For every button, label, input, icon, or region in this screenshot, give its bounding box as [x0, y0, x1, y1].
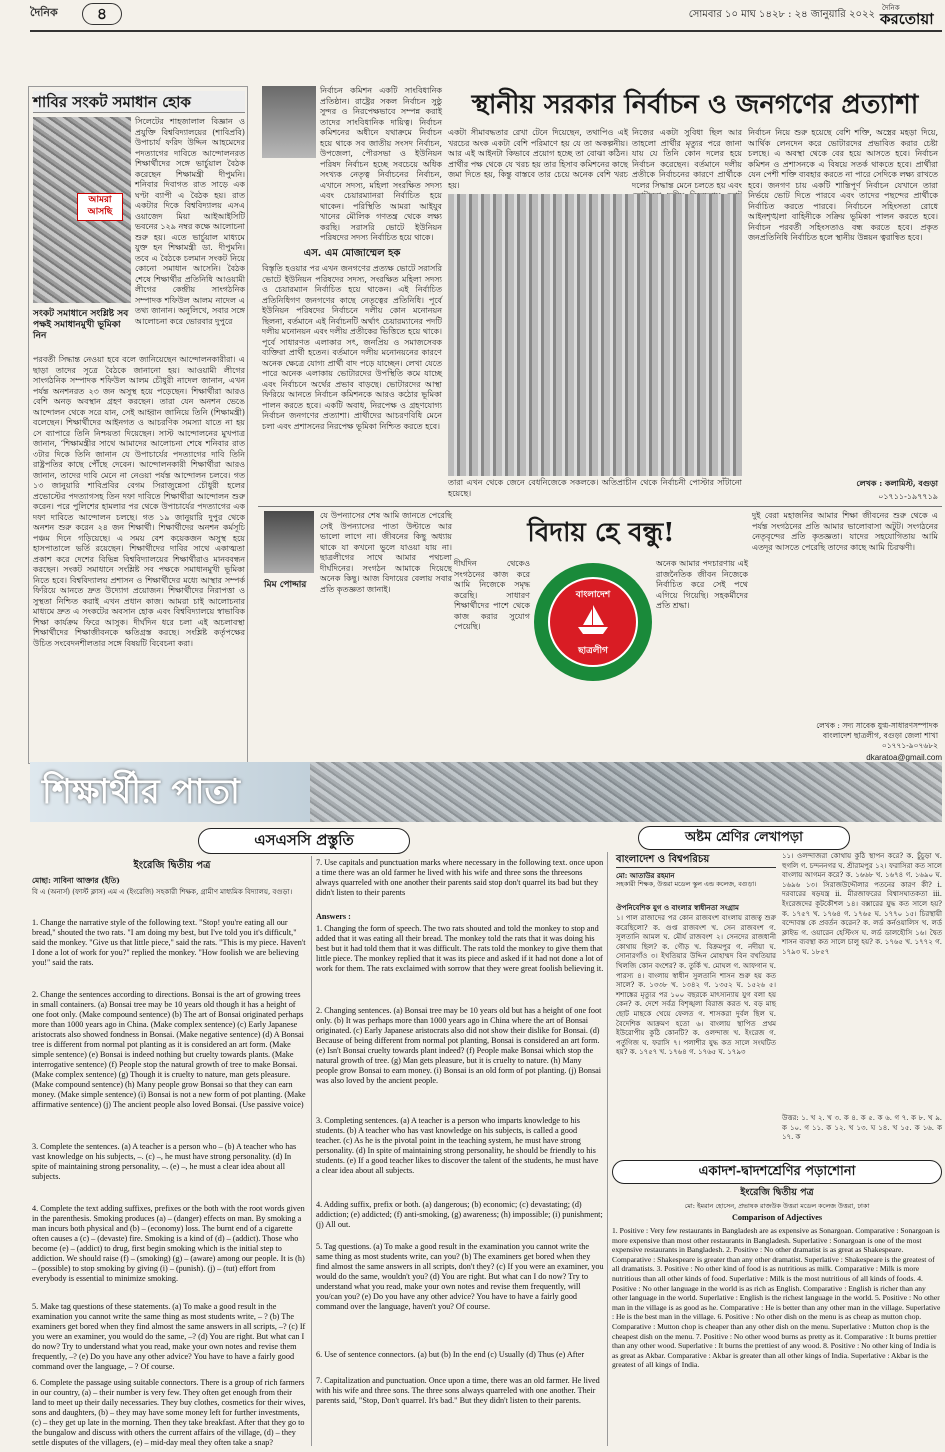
author-photo-mozammel	[262, 86, 316, 158]
paper-name-small: দৈনিক	[882, 4, 900, 12]
local-govt-headline: স্থানীয় সরকার নির্বাচন ও জনগণের প্রত্যাশা	[471, 90, 919, 120]
farewell-col3: অনেক আমার পদচারণায় এই রাজনৈতিক জীবন নিজেকে নির্বাচিত করে সেই পথে এগিয়ে গিয়েছি। সহকর্মীদের প্রতি শ্রদ্ধা।	[656, 559, 748, 610]
hsc-teacher: মো: ইমরান হোসেন, প্রভাষক রাজউক উত্তরা মডেল কলেজ উত্তরা, ঢাকা	[684, 1202, 870, 1210]
hsc-title: একাদশ-দ্বাদশশ্রেণির পড়াশোনা	[612, 1160, 942, 1184]
answer-4: 4. Adding suffix, prefix or both. (a) dangerous; (b) economic; (c) devastating; (d) addiction; (e) addicted; (f) anti-smoking, (g) awareness; (h) impossible; (i) punishment; (j) All out.	[316, 1200, 603, 1229]
paper-name: করতোয়া	[880, 10, 934, 28]
local-govt-intro: নির্বাচন কমিশন একটি সাংবিধানিক প্রতিষ্ঠান। রাষ্ট্রের সকল নির্বাচন সুষ্ঠু সুন্দর ও নিরপেক্ষভাবে সম্পন্ন করাই তাদের সাংবিধানিক দায়িত্ব। নির্বাচন কমিশনের অধীনে যথাক্রমে নির্বাচন হয়ে থাকে সব জাতীয় সংসদ নির্বাচন, উপজেলা, পৌরসভা ও ইউনিয়ন পরিষদ নির্বাচন হচ্ছে সবচেয়ে অধিক সংখ্যক নেতৃত্ব নির্বাচনের নির্বাচন, এখানে সদস্য, মহিলা সংরক্ষিত সদস্য এবং চেয়ারম্যানরা নির্বাচিত হয়ে থাকেন। পরিস্থিতি আমরা আইযুব খানের মৌলিক গণতন্ত্র থেকে লক্ষ্য করছি। সরাসরি ভোটে ইউনিয়ন পরিষদের সদস্য নির্বাচিত হয়ে থাকে।	[320, 86, 442, 242]
local-govt-col5: নির্বাচন নিয়ে শুরু হয়েছে বেশি শক্তি, অস্ত্রের মহড়া দিয়ে, আর্থিক লেনদেন করে ভোটারদের প্রভাবিত করার চেষ্টা চলছে। এ অবস্থা থেকে বের হয়ে আসতে হবে। নির্বাচন কমিশন ও প্রশাসনকে এ বিষয়ে সতর্ক থাকতে হবে। প্রার্থীরা যেন পেশী শক্তি ব্যবহার করতে না পারে সেদিকে লক্ষ্য রাখতে হবে। জনগণ চায় একটি শান্তিপূর্ণ নির্বাচন যেখানে তারা নির্ভয়ে ভোট দিতে পারবে এবং তাদের পছন্দের প্রার্থীকে নির্বাচিত করতে পারবে। নির্বাচনে সহিংসতা রোধে আইনশৃঙ্খলা বাহিনীকে সক্রিয় ভূমিকা পালন করতে হবে। নির্বাচন পরবর্তী সহিংসতাও বন্ধ করতে হবে। প্রকৃত জনপ্রতিনিধি নির্বাচিত হলে স্থানীয় উন্নয়ন ত্বরান্বিত হবে।	[748, 128, 938, 242]
page-number-badge: ৪	[82, 3, 122, 25]
answers-title: Answers :	[316, 912, 351, 921]
question-6: 6. Complete the passage using suitable connectors. There is a group of rich farmers in our country, (a) – their number is very few. They often get enough from their land to meet up their daily necessaries. They buy clothes, cosmetics for their wives, sons and daughters, (b) – they may have some money left for further investments, (c) – they get up late in the morning. Then they take breakfast. After that they go to the bungalow and discuss with others the current affairs of the village, (d) – they settle disputes of the villagers, (e) – mid-day meal they often take a snap?	[32, 1378, 306, 1447]
teacher-name: মোছা: সাবিনা আক্তার (ইতি)	[32, 876, 120, 885]
farewell-byline: মিম পোদ্দার	[264, 580, 307, 590]
farewell-col1: যে উপন্যাসের শেষ আমি জানতে পেরেছি সেই উপন্যাসের পাতা উল্টাতে আর ভালো লাগে না। জীবনের কিছু অধ্যায় থাকে যা কখনো ভুলে যাওয়া যায় না। ছাত্রলীগের সাথে আমার পথচলা দীর্ঘদিনের। সংগঠন আমাকে দিয়েছে অনেক কিছু। আজ বিদায়ের বেলায় সবার প্রতি কৃতজ্ঞতা জানাই।	[320, 511, 452, 594]
answer-3: 3. Completing sentences. (a) A teacher is a person who imparts knowledge to his students. (b) A teacher who has vast knowledge on his subjects, is called a good teacher. (c) As he is the pivotal point in the teaching system, he must have strong personality. (d) In spite of maintaining strong personality, he should be friendly to his students. (e) If a good teacher likes to discover the talent of the students, he must have a clear idea about all subjects.	[316, 1116, 599, 1175]
question-3: 3. Complete the sentences. (a) A teacher is a person who – (b) A teacher who has vast knowledge on his subjects, –. (c) –, he must have strong personality. (d) In spite of maintaining strong personality, –. (e) –, he must a clear idea about all subjects.	[32, 1142, 297, 1181]
comparison-title: Comparison of Adjectives	[731, 1213, 823, 1222]
protest-banner: আমরা আসছি	[77, 193, 123, 221]
shabi-headline: শাবির সংকট সমাধান হোক	[33, 91, 245, 113]
contact-email[interactable]: dkaratoa@gmail.com	[866, 753, 942, 762]
question-5: 5. Make tag questions of these statements. (a) To make a good result in the examination you cannot write the same thing as most students write, – ? (b) The examiners get bored when they find almost the same answers in all scripts, –? (c) If you were an examiner, you would do the same, –? (d) You are right. But what can I do now? Try to understand what you read, make your own notes and revise them frequently, –? (e) Do you have any other advice? You have to have a fairly good command over the language, – ? Of course.	[32, 1302, 306, 1371]
bd-topic: ঔপনিবেশিক যুগ ও বাংলার স্বাধীনতা সংগ্রাম	[616, 903, 739, 912]
chhatraleague-logo	[534, 563, 652, 681]
answer-7: 7. Capitalization and punctuation. Once upon a time, there was an old farmer. He lived with his wife and three sons. The three sons always quarreled with one another. Their parents said, "Stop, Don't quarrel. It's bad." But they didn't listen to their parents.	[316, 1376, 600, 1405]
bd-answers: উত্তর: ১. খ ২. খ ৩. ক ৪. ক ৫. ক ৬. গ ৭. ক ৮. খ ৯. ক ১০. গ ১১. ক ১২. খ ১৩. ঘ ১৪. খ ১৫. ক ১৬. ক ১৭. ক	[782, 1114, 942, 1142]
local-govt-col4: নিজের একটা সুবিধা ছিল আর তাহলো প্রার্থীর মৃত্যুর পরে জানা যায় যে তিনি কোন দলের হয়ে নির্বাচন করেছেন। বর্তমানে দলীয় প্রতীকে নির্বাচনের কারণে প্রার্থীকে দলের সিদ্ধান্ত মেনে চলতে হয় এবং	[632, 128, 742, 190]
bd-header: বাংলাদেশ ও বিশ্বপরিচয়	[616, 852, 776, 868]
local-govt-byline: এস. এম মোজাম্মেল হক	[303, 248, 401, 259]
class8-title: অষ্টম শ্রেণির লেখাপড়া	[638, 826, 850, 850]
logo-text-bottom: ছাত্রলীগ	[578, 646, 608, 656]
student-section-banner	[30, 762, 942, 822]
article-local-govt	[258, 86, 942, 504]
farewell-author-note: লেখক : সদ্য সাবেক যুগ্ম-সাধারণসম্পাদক	[816, 721, 938, 730]
banner-students-photo	[310, 762, 942, 822]
farewell-headline: বিদায় হে বন্ধু!	[527, 518, 675, 548]
article-farewell	[258, 506, 942, 764]
article-shabi	[28, 86, 248, 764]
local-govt-phone: ০১৭১১-১৯৭৭১৯	[878, 492, 938, 501]
hsc-subheader: ইংরেজি দ্বিতীয় পত্র	[740, 1187, 814, 1198]
boat-icon	[574, 603, 612, 637]
english-answers-column	[316, 858, 604, 1446]
farewell-author-org: বাংলাদেশ ছাত্রলীগ, বগুড়া জেলা শাখা	[822, 731, 938, 740]
bd-teacher-info: সহকারী শিক্ষক, উত্তরা মডেল স্কুল এন্ড কলেজ, বগুড়া।	[616, 880, 757, 888]
shabi-callout: সংকট সমাধানে সংশ্লিষ্ট সব পক্ষই সমাধানমুখী ভূমিকা নিন	[33, 309, 129, 341]
bd-world-section	[612, 852, 942, 1154]
question-7: 7. Use capitals and punctuation marks where necessary in the following text. once upon a time there was an old farmer he lived with his wife and three sons the threesons always quarreled with one another their parents said stop don't quarrel its bad but they didn't listen to their parents	[316, 858, 604, 897]
bd-questions-right: ১১। ওলন্দাজরা কোথায় কুঠি স্থাপন করে? ক. চুঁচুড়া খ. হুগলি গ. চন্দননগর ঘ. শ্রীরামপুর ১২। ফরাসিরা কত সালে বাংলায় আগমন করে? ক. ১৬৬৮ খ. ১৬৭৪ গ. ১৬৯০ ঘ. ১৬৯৬ ১৩। সিরাজউদ্দৌলার পতনের কারণ কী? i. দরবারের ষড়যন্ত্র ii. মীরজাফরের বিশ্বাসঘাতকতা iii. ইংরেজদের কূটকৌশল ১৪। বক্সারের যুদ্ধ কত সালে হয়? ক. ১৭৫৭ খ. ১৭৬৪ গ. ১৭৬৫ ঘ. ১৭৭০ ১৫। চিরস্থায়ী বন্দোবস্ত কে প্রবর্তন করেন? ক. লর্ড কর্নওয়ালিস খ. লর্ড ক্লাইভ গ. ওয়ারেন হেস্টিংস ঘ. লর্ড ডালহৌসি ১৬। দ্বৈত শাসন ব্যবস্থা কত সালে চালু হয়? ক. ১৭৬৫ খ. ১৭৭২ গ. ১৭৯৩ ঘ. ১৮৫৭	[782, 852, 942, 956]
local-govt-col3: একটা সীমাবদ্ধতার রেখা টেনে দিয়েছেন, তথাপিও এই খরচের অংক একটা বেশি পরিমাণে হয় যে তা অকল্পনীয়। আর এই আইনটা কিভাবে প্রয়োগ হচ্ছে তা বোঝা কঠিন। প্রার্থীর পক্ষ থেকে যে খরচ হয় তার হিসাব কমিশনের কাছে জমা দিতে হয়, কিন্তু বাস্তবে তার চেয়ে অনেক বেশি খরচ হয়।	[448, 128, 628, 190]
farewell-phone: ০১৭৭১-৯০৭৬৮২	[881, 741, 938, 750]
election-posters-photo	[448, 194, 742, 476]
local-govt-author-note: লেখক : কলামিস্ট, বগুড়া	[856, 478, 938, 488]
english-questions-column	[32, 858, 308, 1446]
shabi-body-a: সিলেটের শাহজালাল বিজ্ঞান ও প্রযুক্তি বিশ্ববিদ্যালয়ের (শাবিপ্রবি) উপাচার্য ফরিদ উদ্দিন আহমেদের পদত্যাগের দাবিতে আন্দোলনরত শিক্ষার্থীদের সঙ্গে ভার্চুয়াল বৈঠক করেছেন শিক্ষামন্ত্রী দীপুমনি। শনিবার দিবাগত রাত সাড়ে এক ঘণ্টা ব্যাপী এ বৈঠক হয়। রাত একটার দিকে বিশ্ববিদ্যালয় এসএ ওয়াজেদ মিয়া আইআইসিটি ভবনের ১২৯ নম্বর কক্ষে আলোচনা শুরু হয়। এতে ভার্চুয়াল মাধ্যমে যুক্ত হন শিক্ষামন্ত্রী ডা. দীপুমনি। তবে এ বৈঠকে চলমান সংকট নিয়ে কোনো সমাধান আসেনি। বৈঠক শেষে শিক্ষার্থীর প্রতিনিধি আওয়ামী লীগের কেন্দ্রীয় সাংগঠনিক সম্পাদক শফিউল আলম নাদেল এ তথ্য জানান। অনুলিখে, সবার সঙ্গে আলোচনা করে ভোরবার দুপুরে	[135, 117, 245, 326]
farewell-col4: দুই বেরা মহাজনির আমার শিক্ষা জীবনের শুরু থেকে এ পর্যন্ত সংগঠনের প্রতি আমার ভালোবাসা অটুট। সংগঠনের নেতৃবৃন্দের প্রতি কৃতজ্ঞতা। যাদের সহযোগিতায় আমি এতদূর আসতে পেরেছি তাদের কাছে আমি চিরঋণী।	[752, 511, 938, 552]
rule-class8-divider	[607, 852, 608, 1446]
answer-2: 2. Changing sentences. (a) Bonsai tree may be 10 years old but has a height of one foot only. (b) It was perhaps more than 1000 years ago in China where the art of Bonsai originated. (c) Early Japanese aristocrats also did not show their dislike for Bonsai. (d) Because of being different from normal pot planting, Bonsai is considered an art form. (e) Isn't Bonsai cruelty towards plant indeed? (f) People make Bonsai which stop the natural growth of tree. (g) Man gets pleasure, but it is cruelty to nature. (h) Many people grow Bonsai to earn money. (i) Bonsai is an old form of pot planting. (j) Bonsai was also loved by the ancient people.	[316, 1006, 602, 1085]
local-govt-col2: বিস্তৃতি হওয়ার পর এখন জনগণের প্রত্যক্ষ ভোটে সরাসরি ভোটে ইউনিয়ন পরিষদের সদস্য, সংরক্ষিত মহিলা সদস্য ও চেয়ারম্যান নির্বাচিত হয়ে থাকেন। এই নির্বাচিত প্রতিনিধিগণ জনগণের কাছে নেতৃত্বের প্রতিনিধি। পূর্বে ইউনিয়ন পরিষদের নির্বাচনে দলীয় কোন মনোনয়ন ছিলনা, বর্তমানে এই নির্বাচনটি অর্থাৎ চেয়ারম্যানের পদটি দলীয় মনোনয়ন এবং দলীয় প্রতীকের ভিত্তিতে হয়ে থাকে। পূর্বে সাধারণত এলাকার সৎ, জনপ্রিয় ও সমাজসেবক ব্যক্তিরা প্রার্থী হতেন। বর্তমানে দলীয় মনোনয়নের কারণে অনেক ক্ষেত্রে যোগ্য প্রার্থী বাদ পড়ে যাচ্ছেন। লেখা যেতে পারে অনেক এলাকায় ভোটারদের উপস্থিতি কমে যাচ্ছে এবং নির্বাচনে অর্থের প্রভাব বাড়ছে। ভোটারদের আস্থা ফিরিয়ে আনতে নির্বাচন কমিশনকে আরও কঠোর ভূমিকা পালন করতে হবে। একটি অবাধ, নিরপেক্ষ ও গ্রহণযোগ্য নির্বাচন জনগণের প্রত্যাশা। প্রার্থীদের আচরণবিধি মেনে চলা এবং প্রশাসনের নিরপেক্ষ ভূমিকা নিশ্চিত করতে হবে।	[262, 264, 442, 431]
hsc-section	[612, 1186, 942, 1446]
english-header: ইংরেজি দ্বিতীয় পত্র	[133, 860, 211, 871]
comparison-body: 1. Positive : Very few restaurants in Bangladesh are as expensive as Sonargoan. Comparative : Sonargoan is more expensive than most other restaurants in Bangladesh. Superlative : Sonargoan is one of the most expensive restaurants in Bangladesh. 2. Positive : No other dramatist is as great as Shakespeare. Comparative : Shakespeare is greater than any other dramatist. Superlative : Shakespeare is the greatest of all dramatists. 3. Positive : No other kind of food is as nutritious as milk. Comparative : Milk is more nutritious than all other kinds of food. Superlative : Milk is the most nutritious of all kinds of foods. 4. Positive : No other language in the world is as rich as English. Comparative : English is richer than any other language in the world. Superlative : English is the richest language in the world. 5. Positive : No other man in the village is as good as he. Comparative : He is better than any other man in the village. Superlative : He is the best man in the village. 6. Positive : No other dish on the menu is as cheap as mutton chop. Comparative : Mutton chop is cheaper than any other dish on the menu. Superlative : Mutton chop is the cheapest dish on the menu. 7. Positive : No other wood burns as pretty as it. Comparative : It burns prettier than any other wood. Superlative : It burns the prettiest of any wood. 8. Positive : No other king of India is as great as Akbar. Comparative : Akbar is greater than all other kings of India. Superlative : Akbar is the greatest of all kings of India.	[612, 1226, 941, 1370]
election-photo-caption: তারা এখন থেকে জেনে বেধনিজেকে সকলকে। অতিপ্রাচীন থেকে নির্বাচনী পোস্টার সাঁটানো হয়েছে।	[448, 478, 742, 498]
author-photo-mim	[264, 511, 314, 573]
logo-text-top: বাংলাদেশ	[575, 590, 611, 600]
rule-english-divider	[311, 856, 312, 1446]
bd-questions-left: ১। পাল রাজাদের পর কোন রাজবংশ বাংলায় রাজত্ব শুরু করেছিলো? ক. গুপ্ত রাজবংশ খ. সেন রাজবংশ গ. সুলতানি আমল ঘ. মৌর্য রাজবংশ ২। সেনদের রাজধানী কোথায় ছিল? ক. গৌড় খ. বিক্রমপুর গ. নদীয়া ঘ. সোনারগাঁও ৩। ইখতিয়ার উদ্দিন মোহাম্মদ বিন বখতিয়ার খিলজি কোন বংশের? ক. তুর্কি খ. মোঘল গ. আফগান ঘ. পারস্য ৪। বাংলায় স্বাধীন সুলতানি শাসন শুরু হয় কত সালে? ক. ১৩৩৮ খ. ১৩৪২ গ. ১৩৫২ ঘ. ১৫২৬ ৫। শশাঙ্কের মৃত্যুর পর ১০০ বছরকে মাৎস্যন্যায় যুগ বলা হয় কেন? ক. দেশে সর্বত্র বিশৃঙ্খলা বিরাজ করত খ. বড় মাছ ছোট মাছকে খেয়ে ফেলত গ. শাসকরা দুর্বল ছিল ঘ. বৈদেশিক আক্রমণ হতো ৬। বাংলায় স্থাপিত প্রথম ইউরোপীয় কুঠি কোনটি? ক. ওলন্দাজ খ. ইংরেজ গ. পর্তুগিজ ঘ. ফরাসি ৭। পলাশীর যুদ্ধ কত সালে সংঘটিত হয়? ক. ১৭৫৭ খ. ১৭৬৪ গ. ১৭৬৫ ঘ. ১৭৯৩	[616, 914, 776, 1057]
question-2: 2. Change the sentences according to directions. Bonsai is the art of growing trees in small containers. (a) Bonsai tree may be 10 years old though it has a height of one foot only. (Make compound sentence) (b) The art of Bonsai originated perhaps more than 1000 years ago in China. (Make complex sentence) (c) Early Japanese aristocrats also showed fondness in Bonsai. (Make negative sentence) (d) A Bonsai tree is different from normal pot planting as it is considered an art form. (Make simple sentence) (e) Bonsai is indeed nothing but cruelty towards plants. (Make interrogative sentence) (f) People stop the natural growth of tree to make Bonsai. (Make complex sentence) (g) Though it is cruelty to nature, man gets pleasure. (Make compound sentence) (h) Many people grow Bonsai so that they can earn money. (Make simple sentence) (i) Bonsai is not a new form of pot planting. (Make affirmative sentence) (j) The ancient people also loved Bonsai. (Use passive voice)	[32, 990, 306, 1109]
answer-5: 5. Tag questions. (a) To make a good result in the examination you cannot write the same thing as most students write, can you? (b) The examiners get bored when they find almost the same answers in all scripts, don't they? (c) If you were an examiner, you would do the same, wouldn't you? (d) You are right. But what can I do now? Try to understand what you read, make your own notes and revise them frequently, will you/can you? (e) Do you have any other advice? You have to have a fairly good command over the language, haven't you? Of course.	[316, 1242, 604, 1311]
bd-teacher: মো: আতাউর রহমান	[616, 871, 675, 880]
student-banner-title: শিক্ষার্থীর পাতা	[42, 772, 240, 812]
date-line: সোমবার ১০ মাঘ ১৪২৮ : ২৪ জানুয়ারি ২০২২	[688, 9, 875, 20]
answer-1: 1. Changing the form of speech. The two rats shouted and told the monkey to stop and added that it was eating all their bread. The monkey told the rats that it was doing his best but it had told them that it was difficult. The rats told the monkey to give them that little piece. The monkey replied that it was its piece and asked if it had not done a lot of work for them. The rats exclaimed with sorrow that they were great foolish believing it.	[316, 924, 604, 973]
farewell-col2: দীর্ঘদিন থেকেও সংগঠনের কাজ করে আমি নিজেকে সমৃদ্ধ করেছি। সাধারণ শিক্ষার্থীদের পাশে থেকে কাজ করার সুযোগ পেয়েছি।	[454, 559, 530, 631]
answer-6: 6. Use of sentence connectors. (a) but (b) In the end (c) Usually (d) Thus (e) After	[316, 1350, 585, 1359]
paper-mini-logo: দৈনিক	[30, 6, 58, 19]
question-4: 4. Complete the text adding suffixes, prefixes or the both with the root words given in the parenthesis. Smoking produces (a) – (danger) effects on man. By smoking a man incurs both physical and (b) – (economy) loss. The burnt end of a cigarette often causes a (c) – (devaste) fire. Smoking is a kind of (d) – (addict). Those who become (e) – (addict) to drug, first begin smoking which is the initial step to addiction. We should raise (f) – (smoking) (g) – (aware) among our people. It is (h) – (possible) to stop smoking by giving (i) – (punish). (j) – (tut) effort from everybody is essential to minimize smoking.	[32, 1204, 305, 1283]
shabi-body-b: পরবর্তী সিদ্ধান্ত নেওয়া হবে বলে জানিয়েছেন আন্দোলনকারীরা। এ ছাড়া তাদের সূত্রে বৈঠকে জানানো হয়। আওয়ামী লীগের সাংগঠনিক সম্পাদক শফিউল আলম চৌধুরী নাদেল জানান, এখন পর্যন্ত অনশনরত ২৩ জন অসুস্থ হয়ে পড়েছেন। শিক্ষার্থীরা আরও বেশি অনড় অবস্থান গ্রহণ করছেন। তারা যেন অনশন ভেঙে আন্দোলন থেকে সরে যান, সেই আহ্বান জানিয়ে তিনি (শিক্ষামন্ত্রী) বলেছেন। শিক্ষার্থীদের আইনগত ও আচরণিক সমস্যা যাতে না হয় সে ব্যাপারে তিনি নিশ্চয়তা দিয়েছেন। সাস্ট আন্দোলনের মুখপাত্র জানান, ‘শিক্ষামন্ত্রীর সাথে আমাদের আলোচনা শেষে শনিবার রাত ৩টার দিকে তিনি জানান যে উপাচার্যের পদত্যাগের দাবি তিনি রাষ্ট্রপতির কাছে পৌঁছে দেবেন। আন্দোলনকারী শিক্ষার্থীরা আরও জানান, তাদের দাবি মেনে না নেওয়া পর্যন্ত আন্দোলন চলবে। গত ১৩ জানুয়ারি শাবিপ্রবির বেগম সিরাজুন্নেসা চৌধুরী হলের প্রভোস্টের পদত্যাগসহ তিন দফা দাবিতে শিক্ষার্থীরা আন্দোলন শুরু করেন। পরে পুলিশের হামলার পর থেকে উপাচার্যের পদত্যাগের এক দফা দাবিতে আন্দোলন চলছে। গত ১৯ জানুয়ারি দুপুর থেকে অনশন শুরু করেন ২৪ জন শিক্ষার্থী। শিক্ষার্থীদের অনশন কর্মসূচি পঞ্চম দিনে গড়িয়েছে। এ সময় বেশ কয়েকজন অসুস্থ হয়ে হাসপাতালে ভর্তি রয়েছেন। শিক্ষার্থীদের দাবির সাথে একাত্মতা প্রকাশ করে দেশের বিভিন্ন বিশ্ববিদ্যালয়ের শিক্ষার্থীরাও মানববন্ধন করছেন। সংকট সমাধানে সংশ্লিষ্ট সব পক্ষকে সমাধানমুখী ভূমিকা নিতে হবে। বিশ্ববিদ্যালয় প্রশাসন ও শিক্ষার্থীদের মধ্যে আস্থার সম্পর্ক ফিরিয়ে আনতে দ্রুত উদ্যোগ প্রয়োজন। শিক্ষার্থীদের নিরাপত্তা ও সুস্থতা নিশ্চিত করাই এখন প্রধান কাজ। আমরা চাই আলোচনার মাধ্যমে দ্রুত এ সংকটের অবসান হোক এবং বিশ্ববিদ্যালয়ে স্বাভাবিক শিক্ষা কার্যক্রম ফিরে আসুক। দীর্ঘদিন ধরে চলা এই অচলাবস্থা শিক্ষার্থীদের শিক্ষাজীবনকে ক্ষতিগ্রস্ত করছে। সংশ্লিষ্ট কর্তৃপক্ষের উচিত সংবেদনশীলতার সঙ্গে বিষয়টি বিবেচনা করা।	[33, 355, 245, 648]
shabi-protest-photo	[33, 117, 131, 303]
masthead-rule	[30, 30, 942, 32]
ssc-title: এসএসসি প্রস্তুতি	[198, 828, 410, 854]
masthead	[0, 0, 945, 40]
question-1: 1. Change the narrative style of the following text. "Stop! you're eating all our bread," shouted the two rats. "I am doing my best, but I've told you it's difficult," said the monkey. "Give us that little piece," said the rats. "This is my piece. Haven't I done a lot of work for you?" replied the monkey. "How foolish we are believing you!" said the rats.	[32, 918, 306, 967]
teacher-info: বি এ (অনার্স) (ফার্স্ট ক্লাস) এম এ (ইংরেজি) সহকারী শিক্ষক, গ্রামীণ মাধ্যমিক বিদ্যালয়, বগুড়া।	[32, 888, 293, 896]
